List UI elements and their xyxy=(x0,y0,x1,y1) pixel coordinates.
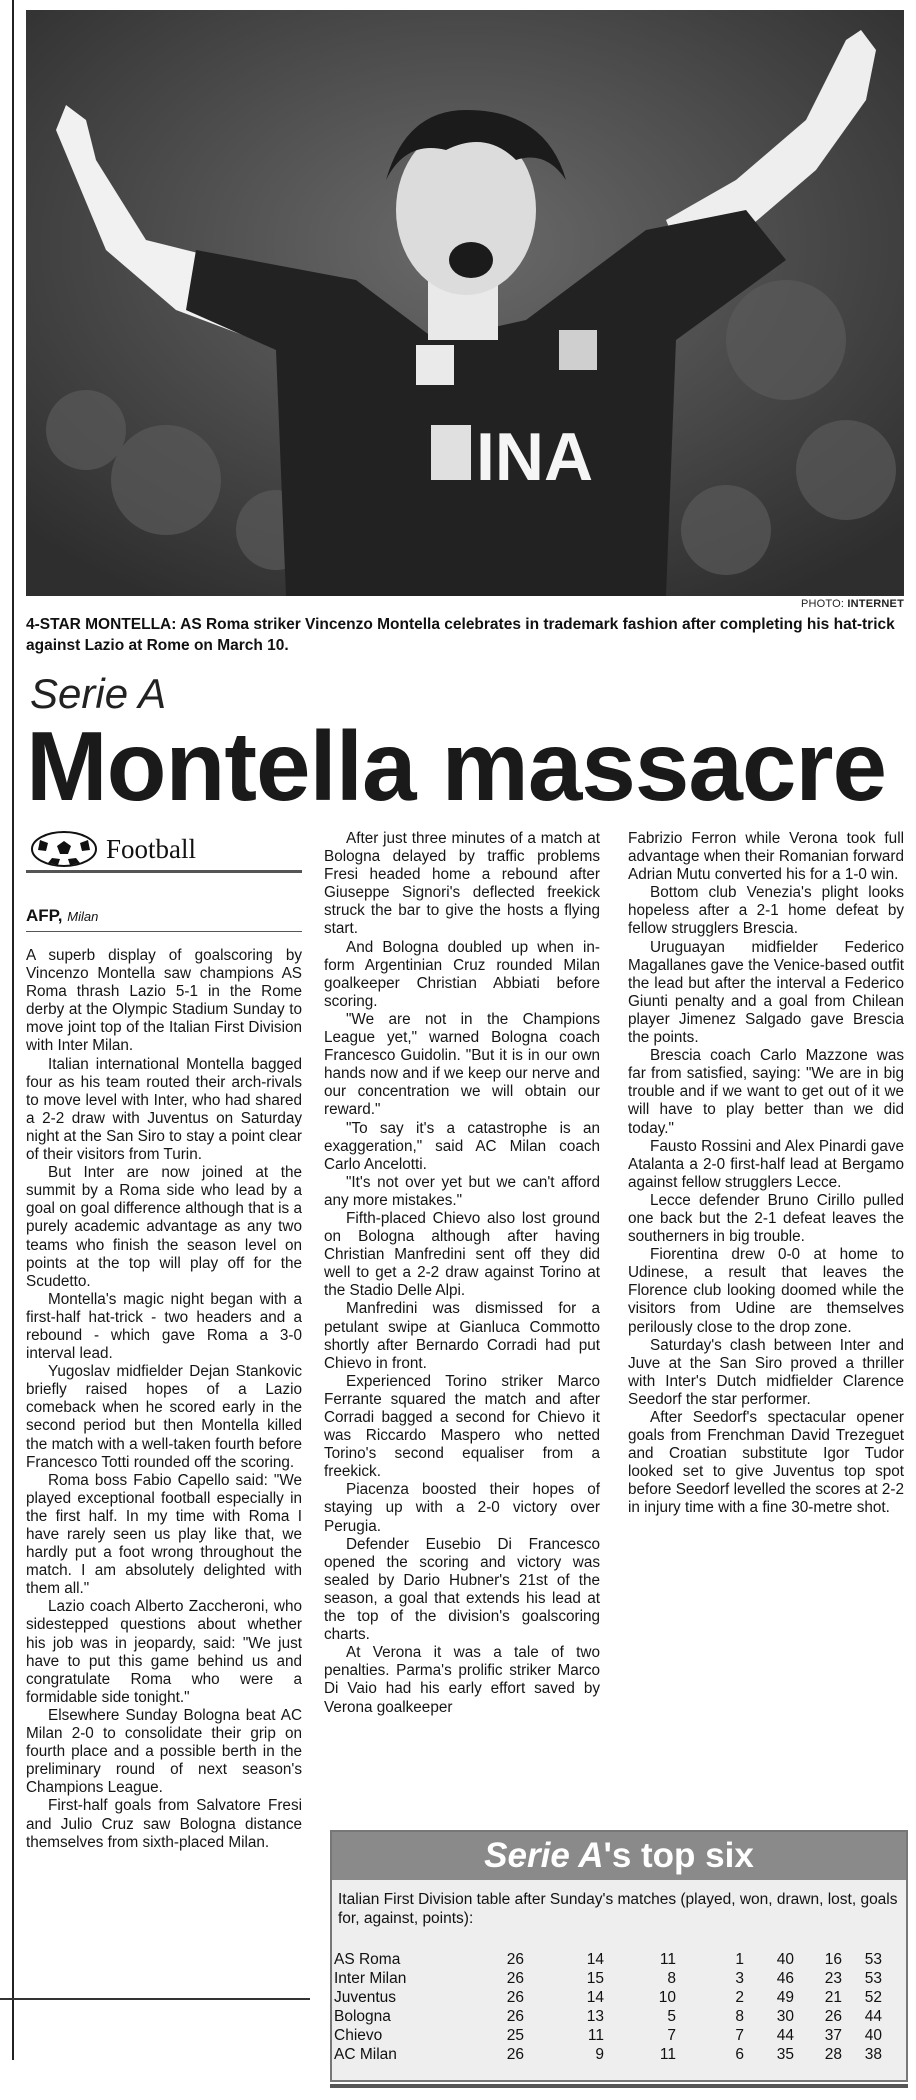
standings-cell-points: 53 xyxy=(864,1951,882,1968)
standings-bottom-rule xyxy=(330,2084,908,2088)
standings-cell-won: 15 xyxy=(586,1970,604,1987)
standings-description: Italian First Division table after Sunday's matches (played, won, drawn, lost, goals for, against, points): xyxy=(338,1891,898,1927)
article-paragraph: Fabrizio Ferron while Verona took full advantage when their Romanian forward Adrian Mutu converted his for a 1-0 win. xyxy=(628,830,904,884)
standings-cell-team: Inter Milan xyxy=(334,1970,407,1987)
standings-cell-goals-against: 26 xyxy=(824,2008,842,2025)
section-label xyxy=(26,828,302,873)
standings-cell-drawn: 11 xyxy=(659,1951,676,1968)
standings-cell-lost: 6 xyxy=(735,2046,744,2063)
article-paragraph: First-half goals from Salvatore Fresi and Julio Cruz saw Bologna distance themselves from sixth-placed Milan. xyxy=(26,1797,302,1851)
standings-box xyxy=(330,1830,908,2082)
standings-cell-lost: 1 xyxy=(735,1951,744,1968)
page-left-rule xyxy=(12,0,14,2060)
standings-title-rest: 's top six xyxy=(603,1836,754,1875)
standings-cell-won: 9 xyxy=(595,2046,604,2063)
article-paragraph: Montella's magic night began with a first-half hat-trick - two headers and a rebound - which gave Roma a 3-0 interval lead. xyxy=(26,1290,302,1363)
standings-cell-drawn: 5 xyxy=(667,2008,676,2025)
article-paragraph: Yugoslav midfielder Dejan Stankovic briefly raised hopes of a Lazio comeback when he scored early in the second period but then Montella killed the match with a well-taken fourth before Francesco Totti rounded off the scoring. xyxy=(26,1363,302,1471)
standings-cell-lost: 7 xyxy=(735,2027,744,2044)
photo-credit-label: PHOTO: xyxy=(800,598,845,610)
article-paragraph: After Seedorf's spectacular opener goals from Frenchman David Trezeguet and Croatian substitute Igor Tudor looked set to give Juventus top spot before Seedorf levelled the scores at 2-2 in injury time with a fine 30-metre shot. xyxy=(628,1409,904,1517)
article-paragraph: Piacenza boosted their hopes of staying up with a 2-0 victory over Perugia. xyxy=(324,1481,600,1535)
article-paragraph: At Verona it was a tale of two penalties. Parma's prolific striker Marco Di Vaio had his early effort saved by Verona goalkeeper xyxy=(324,1644,600,1716)
standings-cell-goals-against: 23 xyxy=(824,1970,842,1987)
standings-cell-goals-against: 21 xyxy=(824,1989,842,2006)
standings-row xyxy=(334,2007,882,2026)
article-column-3 xyxy=(628,830,904,1518)
standings-cell-team: Chievo xyxy=(334,2027,383,2044)
photo-credit-source: INTERNET xyxy=(847,598,904,610)
standings-title-italic: Serie A xyxy=(484,1836,604,1875)
standings-row xyxy=(334,1950,882,1969)
article-paragraph: But Inter are now joined at the summit by a Roma side who lead by a goal on goal difference although that is a purely academic advantage as any two teams who finish the season level on points at the top will play off for the Scudetto. xyxy=(26,1164,302,1290)
article-paragraph: Experienced Torino striker Marco Ferrante squared the match and after Corradi bagged a second for Chievo it was Riccardo Maspero who netted Torino's second equaliser from a freekick. xyxy=(324,1372,600,1481)
kicker: Serie A xyxy=(30,670,167,717)
standings-cell-goals-against: 37 xyxy=(824,2027,842,2044)
standings-cell-drawn: 8 xyxy=(667,1970,676,1987)
standings-cell-lost: 8 xyxy=(735,2008,744,2025)
article-column-1 xyxy=(26,947,302,1852)
article-paragraph: Roma boss Fabio Capello said: "We played exceptional football especially in the first half. In my time with Roma I have rarely seen us play like that, we hardly put a foot wrong throughout the match. I am absolutely delighted with them all." xyxy=(26,1471,302,1598)
standings-cell-played: 25 xyxy=(506,2027,524,2044)
article-paragraph: Brescia coach Carlo Mazzone was far from satisfied, saying: "We are in big trouble and if we want to get out of it we will have to play better than we did today." xyxy=(628,1047,904,1137)
standings-cell-drawn: 10 xyxy=(658,1989,676,2006)
standings-row xyxy=(334,1969,882,1988)
article-paragraph: "We are not in the Champions League yet," warned Bologna coach Francesco Guidolin. "But it is in our own hands now and if we keep our nerve and our concentration we will obtain our reward." xyxy=(324,1010,600,1119)
standings-cell-played: 26 xyxy=(506,1970,524,1987)
standings-cell-played: 26 xyxy=(506,1989,524,2006)
celebration-photo xyxy=(26,10,904,596)
article-paragraph: Fifth-placed Chievo also lost ground on Bologna although after having Christian Manfredini sent off they did well to get a 2-2 draw against Torino at the Stadio Delle Alpi. xyxy=(324,1209,600,1300)
standings-cell-team: Bologna xyxy=(334,2008,391,2025)
article-paragraph: Saturday's clash between Inter and Juve at the San Siro proved a thriller with Inter's Dutch midfielder Clarence Seedorf the star performer. xyxy=(628,1336,904,1408)
standings-cell-won: 13 xyxy=(586,2008,604,2025)
football-icon xyxy=(30,830,98,873)
article-paragraph: Fiorentina drew 0-0 at home to Udinese, a result that leaves the Florence club looking doomed while the visitors from Udine are themselves perilously close to the drop zone. xyxy=(628,1246,904,1336)
standings-cell-goals-for: 46 xyxy=(776,1970,794,1987)
standings-cell-goals-for: 49 xyxy=(776,1989,794,2006)
article-paragraph: Italian international Montella bagged four as his team routed their arch-rivals to move level with Inter, who had shared a 2-2 draw with Juventus on Saturday night at the San Siro to stay a point clear of their visitors from Turin. xyxy=(26,1055,302,1164)
article-column-2 xyxy=(324,830,600,1717)
standings-row xyxy=(334,2026,882,2045)
standings-cell-played: 26 xyxy=(506,2008,524,2025)
standings-row xyxy=(334,2045,882,2064)
standings-cell-goals-against: 16 xyxy=(824,1951,842,1968)
article-paragraph: After just three minutes of a match at Bologna delayed by traffic problems Fresi headed home a rebound after Giuseppe Signori's deflected freekick struck the bar to give the hosts a flying start. xyxy=(324,830,600,938)
photo-caption: 4-STAR MONTELLA: AS Roma striker Vincenzo Montella celebrates in trademark fashion after completing his hat-trick against Lazio at Rome on March 10. xyxy=(26,616,895,654)
standings-cell-won: 14 xyxy=(586,1951,604,1968)
standings-row xyxy=(334,1988,882,2007)
standings-cell-lost: 2 xyxy=(735,1989,744,2006)
article-paragraph: A superb display of goalscoring by Vincenzo Montella saw champions AS Roma thrash Lazio 5-1 in the Rome derby at the Olympic Stadium Sunday to move joint top of the Italian First Division with Inter Milan. xyxy=(26,947,302,1055)
article-paragraph: Bottom club Venezia's plight looks hopeless after a 2-1 home defeat by fellow strugglers Brescia. xyxy=(628,884,904,938)
standings-cell-points: 40 xyxy=(864,2027,882,2044)
standings-cell-points: 38 xyxy=(864,2046,882,2063)
standings-cell-played: 26 xyxy=(506,2046,524,2063)
headline: Montella massacre xyxy=(26,711,886,821)
standings-cell-lost: 3 xyxy=(735,1970,744,1987)
standings-cell-team: AC Milan xyxy=(334,2046,397,2063)
standings-title xyxy=(332,1832,906,1880)
article-paragraph: "To say it's a catastrophe is an exaggeration," said AC Milan coach Carlo Ancelotti. xyxy=(324,1119,600,1173)
standings-table xyxy=(334,1950,882,2064)
standings-cell-drawn: 11 xyxy=(659,2046,676,2063)
column-bottom-rule xyxy=(0,1998,310,2000)
standings-cell-goals-against: 28 xyxy=(824,2046,842,2063)
standings-cell-team: Juventus xyxy=(334,1989,397,2006)
article-paragraph: "It's not over yet but we can't afford any more mistakes." xyxy=(324,1173,600,1209)
standings-cell-goals-for: 30 xyxy=(776,2008,794,2025)
article-paragraph: Fausto Rossini and Alex Pinardi gave Atalanta a 2-0 first-half lead at Bergamo against fellow strugglers Lecce. xyxy=(628,1137,904,1191)
photo-credit xyxy=(801,598,904,610)
byline-location: Milan xyxy=(67,909,99,924)
standings-cell-points: 44 xyxy=(864,2008,882,2025)
standings-cell-played: 26 xyxy=(506,1951,524,1968)
standings-cell-won: 14 xyxy=(586,1989,604,2006)
standings-cell-points: 53 xyxy=(864,1970,882,1987)
standings-cell-goals-for: 40 xyxy=(776,1951,794,1968)
standings-cell-goals-for: 44 xyxy=(776,2027,794,2044)
standings-cell-points: 52 xyxy=(864,1989,882,2006)
article-paragraph: Elsewhere Sunday Bologna beat AC Milan 2-0 to consolidate their grip on fourth place and a possible berth in the preliminary round of next season's Champions League. xyxy=(26,1706,302,1797)
standings-cell-goals-for: 35 xyxy=(776,2046,794,2063)
section-title: Football xyxy=(106,834,197,864)
byline xyxy=(26,906,302,932)
standings-cell-drawn: 7 xyxy=(667,2027,676,2044)
article-paragraph: And Bologna doubled up when in-form Argentinian Cruz rounded Milan goalkeeper Christian Abbiati before scoring. xyxy=(324,938,600,1010)
byline-agency: AFP, xyxy=(26,906,63,925)
article-paragraph: Lazio coach Alberto Zaccheroni, who sidestepped questions about whether his job was in jeopardy, said: "We just have to put this game behind us and congratulate Roma who were a formidable side tonight." xyxy=(26,1598,302,1706)
standings-cell-won: 11 xyxy=(587,2027,604,2044)
article-paragraph: Manfredini was dismissed for a petulant swipe at Gianluca Commotto shortly after Bernardo Corradi had put Chievo in front. xyxy=(324,1300,600,1372)
standings-cell-team: AS Roma xyxy=(334,1951,401,1968)
shirt-sponsor-text: INA xyxy=(476,419,594,495)
article-paragraph: Defender Eusebio Di Francesco opened the scoring and victory was sealed by Dario Hubner's 21st of the season, a goal that extends his lead at the top of the division's goalscoring charts. xyxy=(324,1535,600,1644)
article-paragraph: Lecce defender Bruno Cirillo pulled one back but the 2-1 defeat leaves the southerners in big trouble. xyxy=(628,1191,904,1246)
article-paragraph: Uruguayan midfielder Federico Magallanes gave the Venice-based outfit the lead but after the interval a Federico Giunti penalty and a goal from Chilean player Jimenez Salgado gave Brescia the points. xyxy=(628,938,904,1047)
